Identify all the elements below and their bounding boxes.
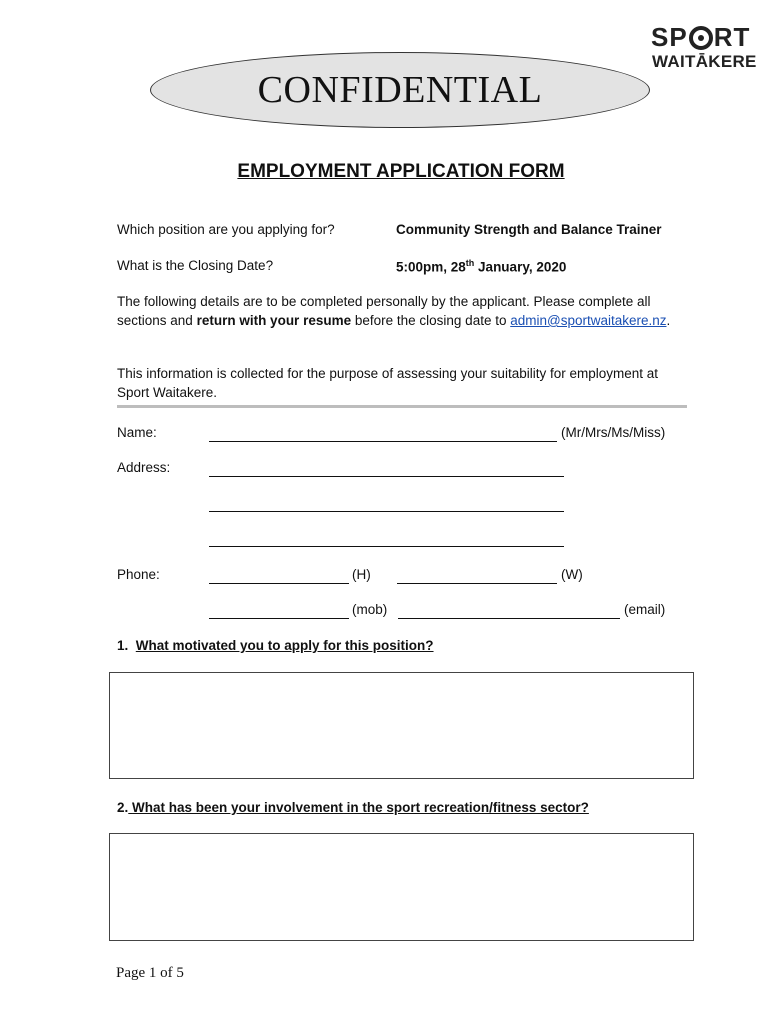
divider <box>117 405 687 408</box>
logo-subtitle: WAITĀKERE <box>652 52 757 71</box>
email-line[interactable] <box>398 618 620 619</box>
name-line[interactable] <box>209 441 557 442</box>
home-phone-suffix: (H) <box>352 567 371 582</box>
position-value: Community Strength and Balance Trainer <box>396 222 662 237</box>
address-line-3[interactable] <box>209 546 564 547</box>
name-title-options: (Mr/Mrs/Ms/Miss) <box>561 425 666 440</box>
logo-sport-left: SP <box>651 22 688 52</box>
email-suffix: (email) <box>624 602 666 617</box>
name-label: Name: <box>117 425 157 440</box>
work-phone-line[interactable] <box>397 583 557 584</box>
work-phone-suffix: (W) <box>561 567 583 582</box>
position-label: Which position are you applying for? <box>117 222 335 237</box>
question-1: 1. What motivated you to apply for this position? <box>117 638 434 653</box>
swirl-icon <box>689 26 713 50</box>
question-2: 2. What has been your involvement in the sport recreation/fitness sector? <box>117 800 589 815</box>
confidential-text: CONFIDENTIAL <box>257 69 543 111</box>
closing-date-label: What is the Closing Date? <box>117 258 274 273</box>
confidential-banner <box>150 52 650 128</box>
page-number: Page 1 of 5 <box>116 965 184 981</box>
privacy-paragraph: This information is collected for the purpose of assessing your suitability for employment at Sport Waitakere. <box>117 366 659 400</box>
home-phone-line[interactable] <box>209 583 349 584</box>
mobile-phone-suffix: (mob) <box>352 602 388 617</box>
form-title: EMPLOYMENT APPLICATION FORM <box>237 161 565 182</box>
address-label: Address: <box>117 460 171 475</box>
address-line-1[interactable] <box>209 476 564 477</box>
sport-logo <box>651 22 750 53</box>
closing-date-value: 5:00pm, 28th January, 2020 <box>396 258 567 275</box>
question-2-answer-box[interactable] <box>109 833 694 941</box>
phone-label: Phone: <box>117 567 160 582</box>
question-1-answer-box[interactable] <box>109 672 694 779</box>
address-line-2[interactable] <box>209 511 564 512</box>
mobile-phone-line[interactable] <box>209 618 349 619</box>
instructions-paragraph: The following details are to be completed personally by the applicant. Please complete all sections and return with your resume before the closing date to admin@sportwaitakere.nz. <box>117 294 671 328</box>
email-link[interactable]: admin@sportwaitakere.nz <box>510 313 667 328</box>
logo-sport-right: RT <box>713 22 751 52</box>
